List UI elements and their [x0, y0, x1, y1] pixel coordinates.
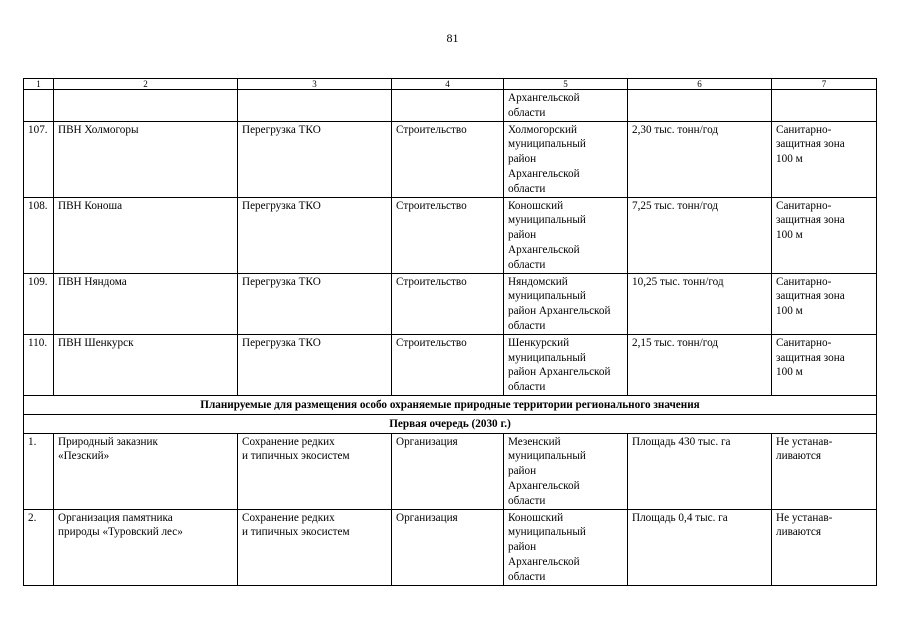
action-line: Строительство — [396, 275, 467, 288]
action — [392, 433, 504, 509]
purpose-line: Сохранение редких — [242, 511, 335, 524]
location-line: Архангельской — [508, 167, 580, 180]
object-name-line: Природный заказник — [58, 435, 158, 448]
location — [504, 433, 628, 509]
zone — [772, 334, 877, 395]
object-name — [54, 197, 238, 273]
data-table — [23, 78, 877, 586]
purpose-line: Сохранение редких — [242, 435, 335, 448]
purpose-line: Перегрузка ТКО — [242, 336, 321, 349]
object-name — [54, 334, 238, 395]
column-number: 4 — [392, 79, 504, 90]
page-number: 81 — [446, 31, 459, 45]
location-line: Архангельской — [508, 92, 580, 104]
location-line: район — [508, 153, 537, 166]
location — [504, 273, 628, 334]
zone-line: Санитарно- — [776, 123, 832, 136]
capacity — [628, 433, 772, 509]
location — [504, 121, 628, 197]
row-number-line: 109. — [28, 275, 48, 288]
zone-line: защитная зона — [776, 138, 845, 151]
purpose — [238, 433, 392, 509]
location-line: район Архангельской — [508, 366, 611, 379]
location-line: области — [508, 570, 546, 583]
location-line: области — [508, 182, 546, 195]
zone-line: Не устанав- — [776, 435, 833, 448]
location — [504, 334, 628, 395]
purpose — [238, 509, 392, 585]
action — [392, 273, 504, 334]
zone — [772, 433, 877, 509]
purpose — [238, 273, 392, 334]
zone-line: 100 м — [776, 229, 803, 242]
action — [392, 334, 504, 395]
location — [504, 197, 628, 273]
cell — [772, 90, 877, 122]
action — [392, 121, 504, 197]
purpose — [238, 334, 392, 395]
location-line: Коношский — [508, 511, 564, 524]
zone-line: ливаются — [776, 526, 822, 539]
purpose — [238, 197, 392, 273]
location-line: муниципальный — [508, 290, 586, 303]
row-number-line: 1. — [28, 435, 37, 448]
zone — [772, 509, 877, 585]
purpose-line: Перегрузка ТКО — [242, 199, 321, 212]
location-cell — [504, 90, 628, 122]
column-number: 1 — [24, 79, 54, 90]
action-line: Организация — [396, 511, 458, 524]
table-row — [24, 433, 877, 509]
column-number: 3 — [238, 79, 392, 90]
object-name — [54, 509, 238, 585]
object-name-line: ПВН Холмогоры — [58, 123, 139, 136]
capacity — [628, 509, 772, 585]
subsection-heading-row — [24, 414, 877, 433]
row-number-line: 2. — [28, 511, 37, 524]
column-number: 6 — [628, 79, 772, 90]
location-line: Холмогорский — [508, 123, 577, 136]
zone-line: Санитарно- — [776, 275, 832, 288]
row-number — [24, 121, 54, 197]
object-name — [54, 273, 238, 334]
row-number — [24, 334, 54, 395]
zone-line: защитная зона — [776, 351, 845, 364]
object-name — [54, 433, 238, 509]
cell — [24, 90, 54, 122]
column-number: 7 — [772, 79, 877, 90]
location-line: области — [508, 258, 546, 271]
object-name-line: Организация памятника — [58, 511, 173, 524]
location-line: Архангельской — [508, 479, 580, 492]
zone-line: 100 м — [776, 153, 803, 166]
action — [392, 509, 504, 585]
location-line: район Архангельской — [508, 305, 611, 318]
purpose-line: Перегрузка ТКО — [242, 275, 321, 288]
table-row — [24, 509, 877, 585]
table-row — [24, 121, 877, 197]
zone — [772, 197, 877, 273]
capacity — [628, 121, 772, 197]
purpose — [238, 121, 392, 197]
capacity-line: Площадь 430 тыс. га — [632, 435, 731, 448]
object-name-line: природы «Туровский лес» — [58, 526, 183, 539]
location-line: муниципальный — [508, 214, 586, 227]
subsection-heading: Первая очередь (2030 г.) — [24, 414, 877, 433]
action-line: Строительство — [396, 336, 467, 349]
capacity — [628, 334, 772, 395]
capacity-line: 10,25 тыс. тонн/год — [632, 275, 724, 288]
capacity-line: 7,25 тыс. тонн/год — [632, 199, 719, 212]
location-line: области — [508, 106, 546, 119]
row-number — [24, 273, 54, 334]
location-line: Архангельской — [508, 555, 580, 568]
table-row — [24, 197, 877, 273]
location-line: муниципальный — [508, 351, 586, 364]
action-line: Строительство — [396, 123, 467, 136]
location-line: муниципальный — [508, 450, 586, 463]
object-name — [54, 121, 238, 197]
location-line: Коношский — [508, 199, 564, 212]
row-number-line: 108. — [28, 199, 48, 212]
table-row — [24, 273, 877, 334]
action-line: Организация — [396, 435, 458, 448]
cell — [238, 90, 392, 122]
capacity-line: Площадь 0,4 тыс. га — [632, 511, 728, 524]
action-line: Строительство — [396, 199, 467, 212]
location-line: муниципальный — [508, 526, 586, 539]
section-heading-row — [24, 395, 877, 414]
column-number: 5 — [504, 79, 628, 90]
location-line: области — [508, 381, 546, 394]
object-name-line: ПВН Няндома — [58, 275, 127, 288]
location-line: район — [508, 465, 537, 478]
section-heading: Планируемые для размещения особо охраняемые природные территории регионального значения — [24, 395, 877, 414]
zone-line: Не устанав- — [776, 511, 833, 524]
zone-line: защитная зона — [776, 290, 845, 303]
location — [504, 509, 628, 585]
location-line: район — [508, 229, 537, 242]
capacity-line: 2,15 тыс. тонн/год — [632, 336, 719, 349]
zone-line: Санитарно- — [776, 336, 832, 349]
location-line: области — [508, 319, 546, 332]
row-number-line: 107. — [28, 123, 48, 136]
zone-line: ливаются — [776, 450, 822, 463]
cell — [392, 90, 504, 122]
zone-line: Санитарно- — [776, 199, 832, 212]
capacity — [628, 197, 772, 273]
cell — [54, 90, 238, 122]
row-number-line: 110. — [28, 336, 48, 349]
cell — [628, 90, 772, 122]
object-name-line: ПВН Шенкурск — [58, 336, 134, 349]
purpose-line: и типичных экосистем — [242, 526, 350, 539]
zone — [772, 121, 877, 197]
column-number: 2 — [54, 79, 238, 90]
zone — [772, 273, 877, 334]
zone-line: 100 м — [776, 305, 803, 318]
row-number — [24, 197, 54, 273]
zone-line: 100 м — [776, 366, 803, 379]
location-line: Мезенский — [508, 435, 561, 448]
location-line: Шенкурский — [508, 336, 570, 349]
location-line: Няндомский — [508, 275, 568, 288]
purpose-line: и типичных экосистем — [242, 450, 350, 463]
object-name-line: «Пезский» — [58, 450, 110, 463]
capacity — [628, 273, 772, 334]
location-line: район — [508, 541, 537, 554]
table-row — [24, 334, 877, 395]
object-name-line: ПВН Коноша — [58, 199, 123, 212]
location-line: Архангельской — [508, 243, 580, 256]
zone-line: защитная зона — [776, 214, 845, 227]
continuation-row — [24, 90, 877, 122]
location-line: муниципальный — [508, 138, 586, 151]
action — [392, 197, 504, 273]
purpose-line: Перегрузка ТКО — [242, 123, 321, 136]
row-number — [24, 433, 54, 509]
capacity-line: 2,30 тыс. тонн/год — [632, 123, 719, 136]
column-number-row — [24, 79, 877, 90]
location-line: области — [508, 494, 546, 507]
row-number — [24, 509, 54, 585]
